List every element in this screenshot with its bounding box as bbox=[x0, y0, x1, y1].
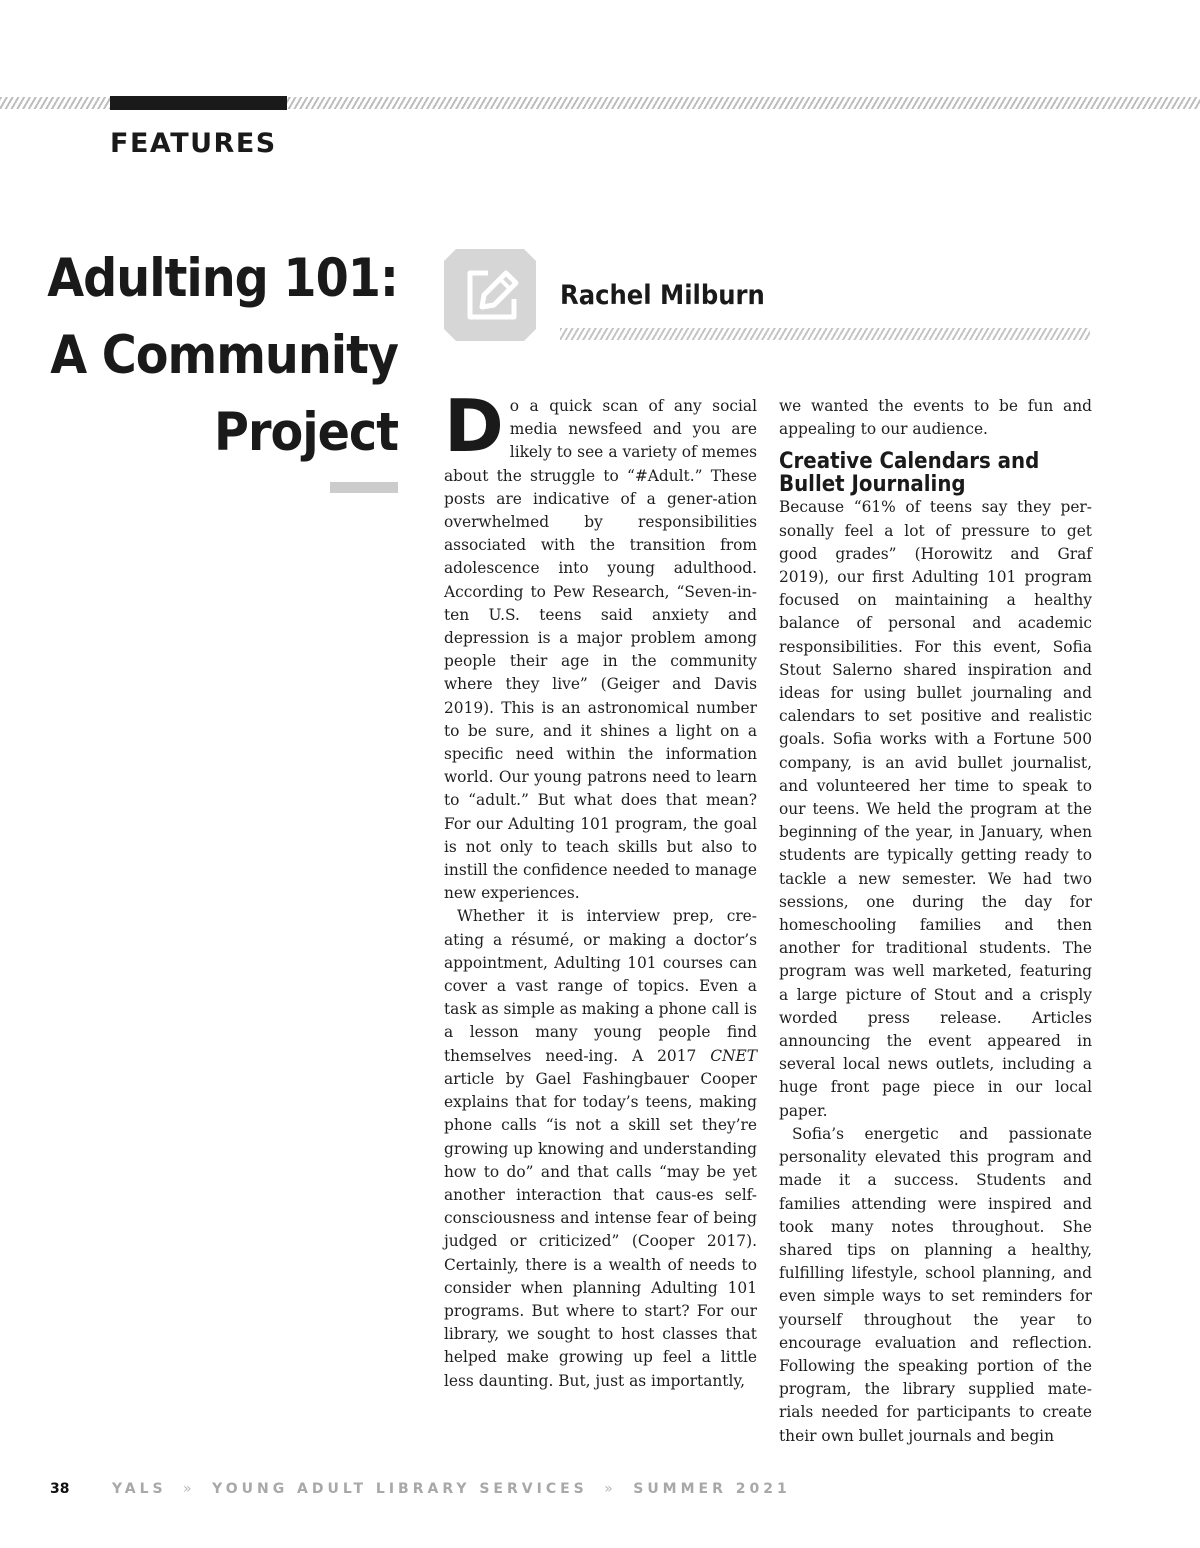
footer-issue: SUMMER 2021 bbox=[633, 1481, 791, 1497]
article-column-2 bbox=[779, 395, 1092, 1448]
paragraph-bullet-journaling: Because “61% of teens say they per-sonally feel a lot of pressure to get good grades” (Horowitz and Graf 2019), our first Adulting 101 program focused on maintaining a healthy balance of personal and academic responsibilities. For this event, Sofia Stout Salerno shared inspiration and ideas for using bullet journaling and calendars to set positive and realistic goals. Sofia works with a Fortune 500 company, is an avid bullet journalist, and volunteered her time to speak to our teens. We held the program at the beginning of the year, in January, when students are typically getting ready to tackle a new semester. We had two sessions, one during the day for homeschooling families and then another for traditional students. The program was well marketed, featuring a large picture of Stout and a crisply worded press release. Articles announcing the event appeared in several local news outlets, including a huge front page piece in our local paper. bbox=[779, 498, 1092, 1120]
title-line-2: A Community bbox=[50, 325, 398, 386]
section-label: FEATURES bbox=[110, 128, 277, 159]
paragraph-topics-text-a: Whether it is interview prep, cre-ating a résumé, or making a doctor’s appointment, Adulting 101 courses can cover a vast range of topics. Even a task as simple as making a phone call is a lesson many young people find themselves need-ing. A 2017 bbox=[444, 907, 757, 1065]
author-hatch-rule bbox=[560, 328, 1090, 340]
paragraph-continued: we wanted the events to be fun and appealing to our audience. bbox=[779, 397, 1092, 439]
paragraph-topics-text-b: article by Gael Fashingbauer Cooper explains that for today’s teens, making phone calls “is not a skill set they’re growing up knowing and understanding how to do” and that calls “may be yet another interaction that caus-es self-consciousness and intense fear of being judged or criticized” (Cooper 2017). Certainly, there is a wealth of needs to consider when planning Adulting 101 programs. But where to start? For our library, we sought to host classes that helped make growing up feel a little less daunting. But, just as importantly, bbox=[444, 1069, 757, 1390]
page-footer bbox=[50, 1481, 791, 1497]
header-accent-bar bbox=[110, 96, 287, 110]
title-line-1: Adulting 101: bbox=[47, 248, 398, 309]
title-line-3: Project bbox=[214, 402, 398, 463]
author-name: Rachel Milburn bbox=[560, 280, 765, 311]
paragraph-intro bbox=[444, 384, 757, 905]
paragraph-sofia: Sofia’s energetic and passionate personality elevated this program and made it a success. Students and families attending were inspired and took many notes throughout. She shared tips on planning a healthy, fulfilling lifestyle, school planning, and even simple ways to set reminders for yourself throughout the year to encourage evaluation and reflection. Following the speaking portion of the program, the library supplied mate-rials needed for participants to create their own bullet journals and begin bbox=[779, 1124, 1092, 1445]
footer-publication-abbrev: YALS bbox=[111, 1481, 167, 1497]
publication-name-cnet: CNET bbox=[710, 1046, 757, 1065]
drop-cap: D bbox=[444, 384, 504, 468]
footer-publication-name: YOUNG ADULT LIBRARY SERVICES bbox=[212, 1481, 588, 1497]
edit-pencil-icon bbox=[444, 249, 536, 341]
subheading: Creative Calendars and Bullet Journaling bbox=[779, 449, 1040, 498]
author-badge bbox=[444, 249, 536, 341]
article-column-1 bbox=[444, 384, 757, 1393]
page-number: 38 bbox=[50, 1481, 70, 1497]
paragraph-topics bbox=[444, 905, 757, 1392]
paragraph-intro-text: o a quick scan of any social media newsfeed and you are likely to see a variety of memes about the struggle to “#Adult.” These posts are indicative of a gener-ation overwhelmed by responsibilities associated with the transition from adolescence into young adulthood. According to Pew Research, “Seven-in-ten U.S. teens said anxiety and depression is a major problem among people their age in the community where they live” (Geiger and Davis 2019). This is an astronomical number to be sure, and it shines a light on a specific need within the information world. Our young patrons need to learn to “adult.” But what does that mean? For our Adulting 101 program, the goal is not only to teach skills but also to instill the confidence needed to manage new experiences. bbox=[444, 397, 757, 903]
footer-separator: » bbox=[604, 1481, 617, 1497]
article-title bbox=[47, 240, 398, 471]
title-underline-bar bbox=[330, 482, 398, 493]
footer-separator: » bbox=[183, 1481, 196, 1497]
